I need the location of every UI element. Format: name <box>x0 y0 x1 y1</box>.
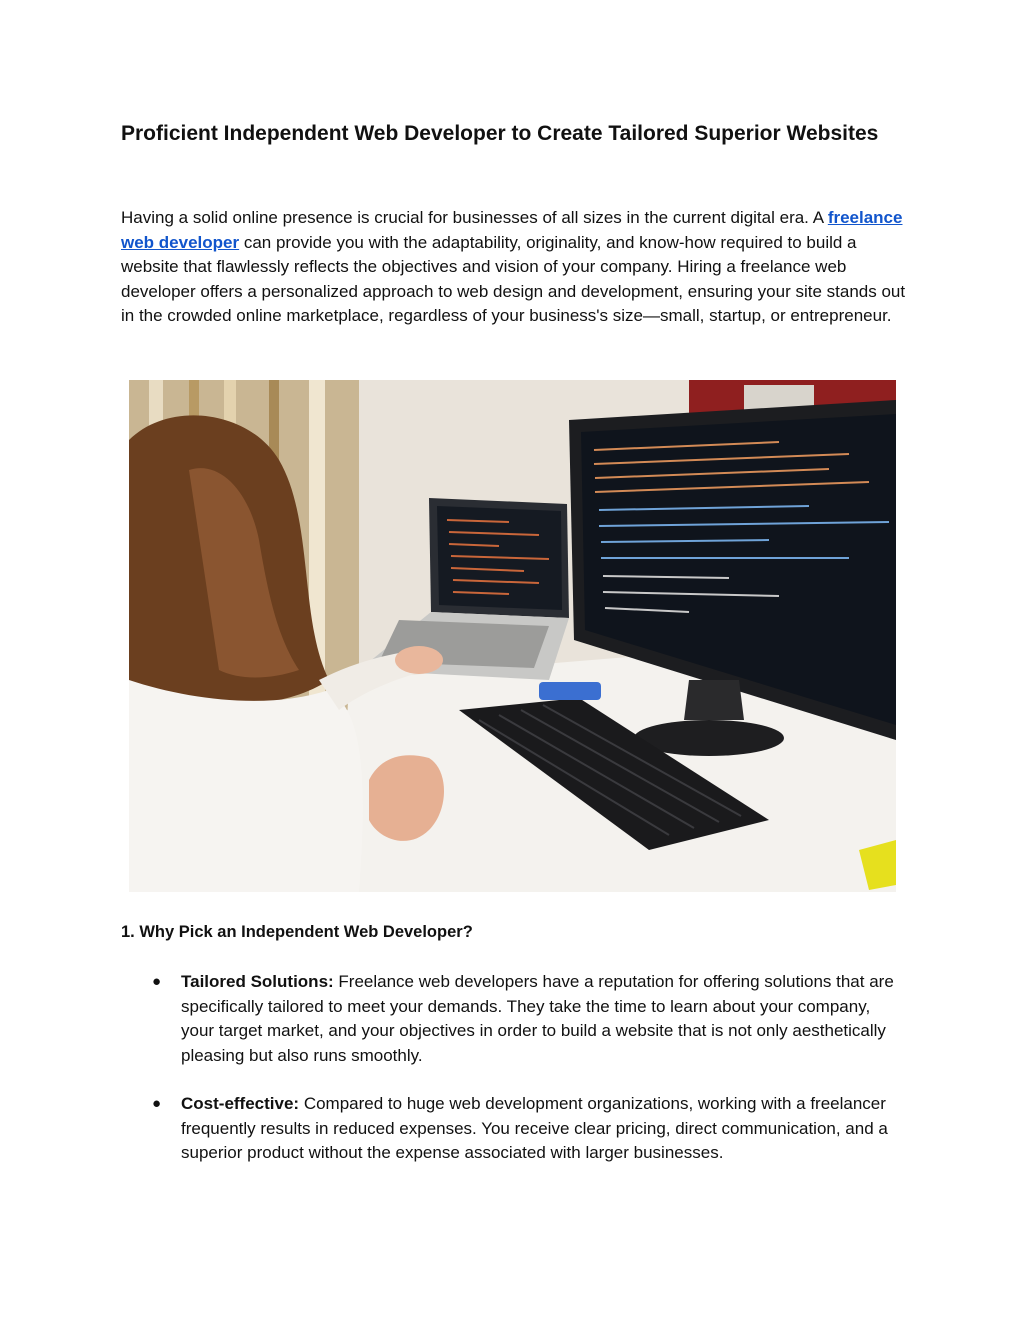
bullet-text <box>181 1092 901 1166</box>
document-title: Proficient Independent Web Developer to Create Tailored Superior Websites <box>121 122 879 145</box>
bullet-label: Tailored Solutions: <box>181 972 334 991</box>
intro-text-start: Having a solid online presence is crucial for businesses of all sizes in the current digital era. A <box>121 208 828 227</box>
bullet-body: Compared to huge web development organizations, working with a freelancer frequently results in reduced expenses. You receive clear pricing, direct communication, and a superior product without the expense associated with larger businesses. <box>181 1094 888 1162</box>
bullet-marker: ● <box>152 1095 162 1112</box>
section-heading-why-independent: 1. Why Pick an Independent Web Developer? <box>121 923 473 941</box>
intro-text-end: can provide you with the adaptability, originality, and know-how required to build a website that flawlessly reflects the objectives and vision of your company. Hiring a freelance web developer offers a personalized approach to web design and development, ensuring your site stands out in the crowded online marketplace, regardless of your business's size—small, startup, or entrepreneur. <box>121 232 906 325</box>
bullet-item-cost-effective <box>121 1092 901 1166</box>
bullet-text <box>181 970 901 1068</box>
intro-paragraph <box>121 206 911 329</box>
freelance-web-developer-link[interactable]: freelance web developer <box>121 208 903 252</box>
bullet-body: Freelance web developers have a reputation for offering solutions that are specifically tailored to meet your demands. They take the time to learn about your company, your target market, and your objectives in order to build a website that is not only aesthetically pleasing but also runs smoothly. <box>181 972 894 1065</box>
bullet-label: Cost-effective: <box>181 1094 300 1113</box>
bullet-item-tailored-solutions <box>121 970 901 1068</box>
bullet-marker: ● <box>152 973 162 990</box>
hero-photo <box>129 380 896 892</box>
